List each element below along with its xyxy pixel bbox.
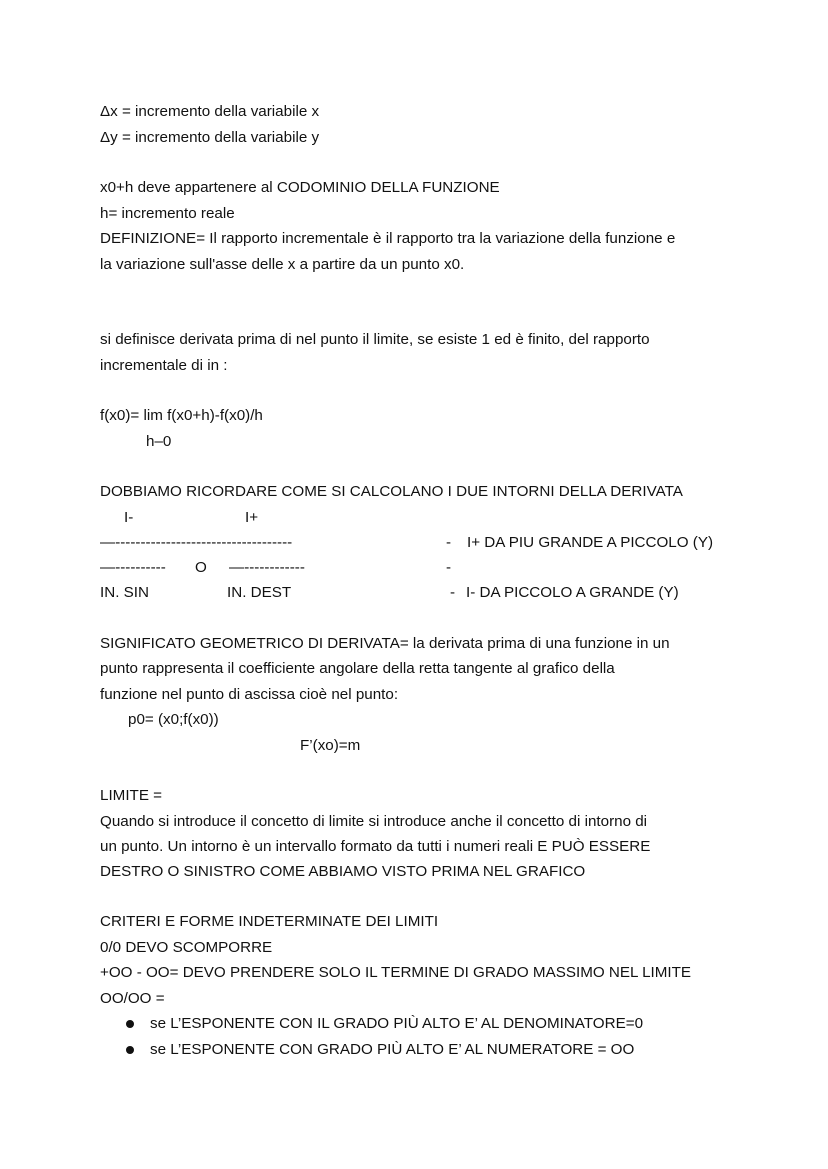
intorni-title: DOBBIAMO RICORDARE COME SI CALCOLANO I DUE INTORNI DELLA DERIVATA xyxy=(100,483,683,500)
center-point-o: O xyxy=(195,559,207,576)
limite-title: LIMITE = xyxy=(100,787,163,804)
h-line: h= incremento reale xyxy=(100,205,235,222)
delta-y-line: Δy = incremento della variabile y xyxy=(100,129,320,146)
note-i-minus: I- DA PICCOLO A GRANDE (Y) xyxy=(466,584,679,601)
delta-x-line: Δx = incremento della variabile x xyxy=(100,103,320,120)
limite-line-1: Quando si introduce il concetto di limite si introduce anche il concetto di intorno di xyxy=(100,813,648,830)
significato-line-1: SIGNIFICATO GEOMETRICO DI DERIVATA= la derivata prima di una funzione in un xyxy=(100,635,670,652)
number-line-left: —---------- xyxy=(100,559,166,576)
number-line-full: —----------------------------------- xyxy=(100,534,293,551)
definizione-line-1: DEFINIZIONE= Il rapporto incrementale è il rapporto tra la variazione della funzione e xyxy=(100,230,676,247)
number-line-right: —------------ xyxy=(229,559,305,576)
bullet-dot-2 xyxy=(126,1046,134,1054)
p0-formula: p0= (x0;f(x0)) xyxy=(128,711,219,728)
derivata-line-1: si definisce derivata prima di nel punto il limite, se esiste 1 ed è finito, del rapporto xyxy=(100,331,650,348)
bullet-item-1: se L’ESPONENTE CON IL GRADO PIÙ ALTO E’ AL DENOMINATORE=0 xyxy=(150,1015,644,1032)
criterio-inf-minus-inf: +OO - OO= DEVO PRENDERE SOLO IL TERMINE DI GRADO MASSIMO NEL LIMITE xyxy=(100,964,692,981)
bullet-dot-1 xyxy=(126,1020,134,1028)
criteri-title: CRITERI E FORME INDETERMINATE DEI LIMITI xyxy=(100,913,439,930)
significato-line-3: funzione nel punto di ascissa cioè nel punto: xyxy=(100,686,399,703)
note-dash-3: - xyxy=(450,584,456,601)
criterio-0-0: 0/0 DEVO SCOMPORRE xyxy=(100,939,273,956)
in-dest-label: IN. DEST xyxy=(227,584,292,601)
limite-line-2: un punto. Un intorno è un intervallo formato da tutti i numeri reali E PUÒ ESSERE xyxy=(100,838,651,855)
derivative-m-formula: F’(xo)=m xyxy=(300,737,361,754)
definizione-line-2: la variazione sull'asse delle x a partire da un punto x0. xyxy=(100,256,465,273)
codominio-line: x0+h deve appartenere al CODOMINIO DELLA FUNZIONE xyxy=(100,179,500,196)
note-dash-1: - xyxy=(446,534,452,551)
in-sin-label: IN. SIN xyxy=(100,584,149,601)
significato-line-2: punto rappresenta il coefficiente angolare della retta tangente al grafico della xyxy=(100,660,615,677)
bullet-item-2: se L’ESPONENTE CON GRADO PIÙ ALTO E’ AL NUMERATORE = OO xyxy=(150,1041,635,1058)
derivata-line-2: incrementale di in : xyxy=(100,357,228,374)
limit-formula: f(x0)= lim f(x0+h)-f(x0)/h xyxy=(100,407,263,424)
i-plus-label: I+ xyxy=(245,509,259,526)
i-minus-label: I- xyxy=(124,509,134,526)
limite-line-3: DESTRO O SINISTRO COME ABBIAMO VISTO PRIMA NEL GRAFICO xyxy=(100,863,586,880)
note-dash-2: - xyxy=(446,559,452,576)
note-i-plus: I+ DA PIU GRANDE A PICCOLO (Y) xyxy=(467,534,714,551)
criterio-inf-over-inf: OO/OO = xyxy=(100,990,165,1007)
limit-subscript: h–0 xyxy=(146,433,172,450)
